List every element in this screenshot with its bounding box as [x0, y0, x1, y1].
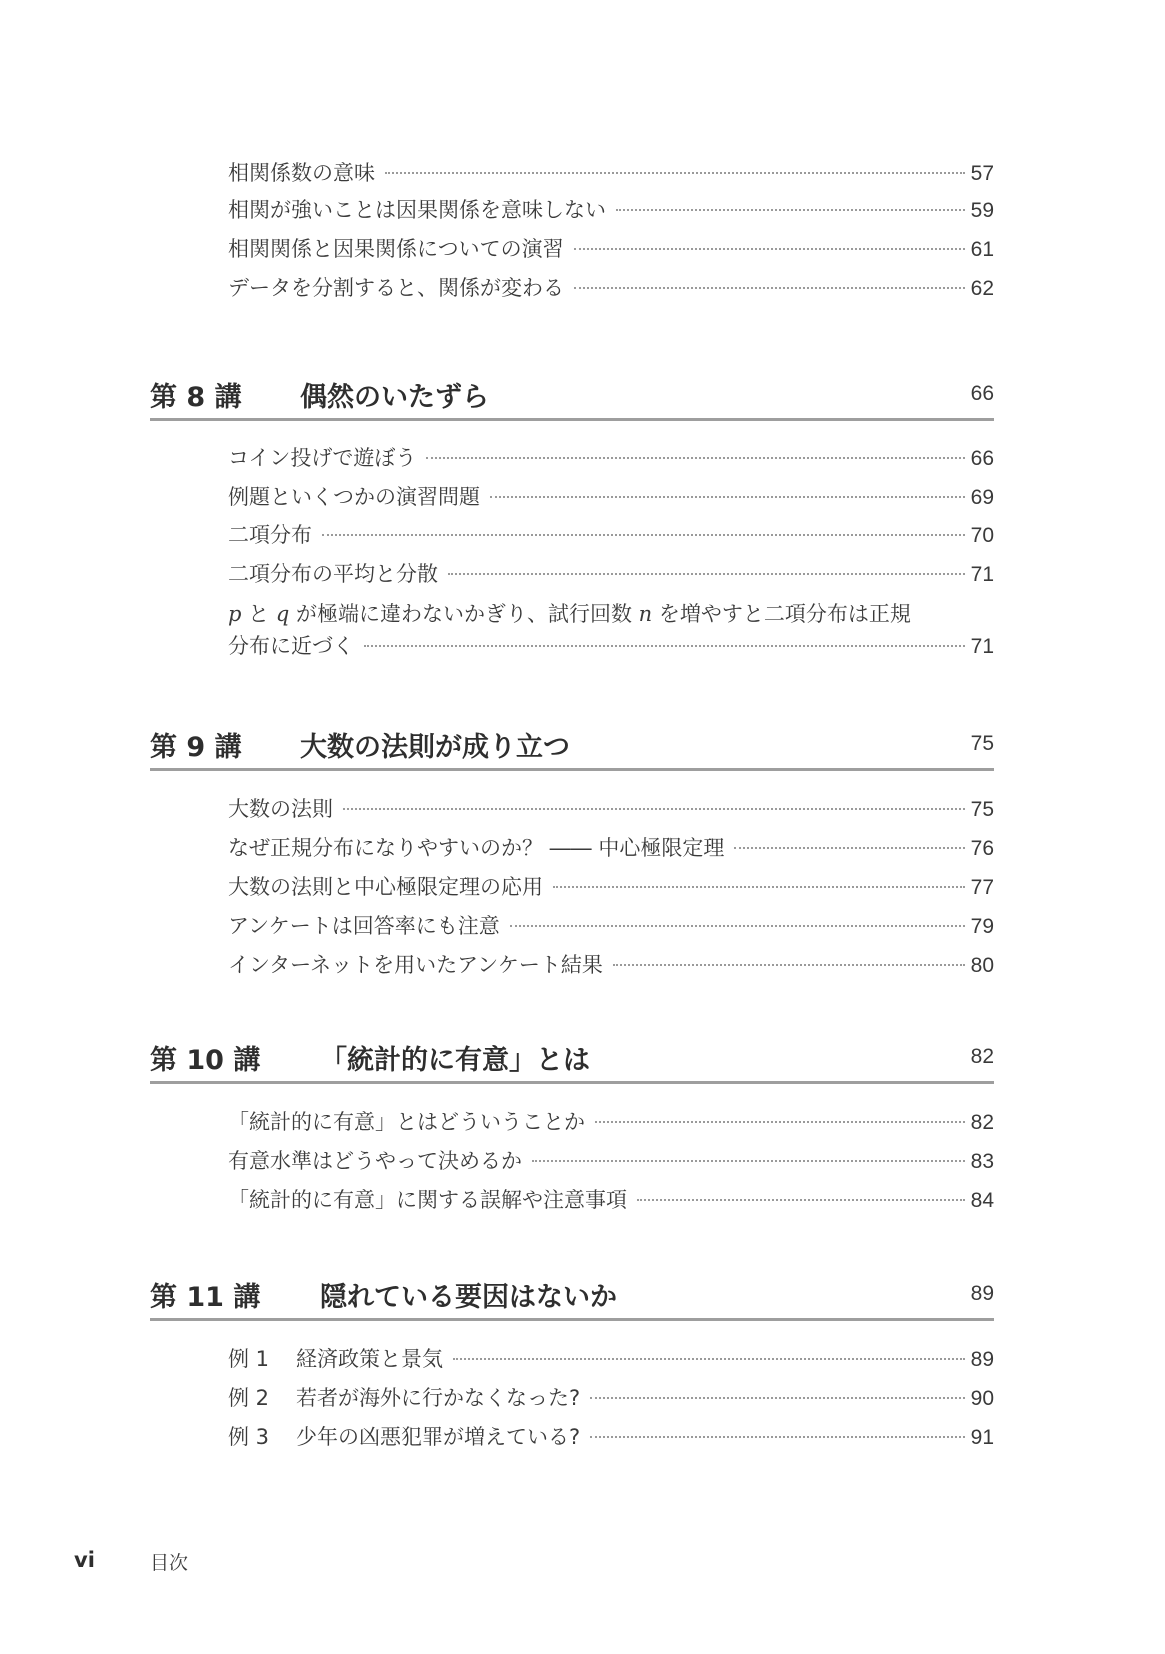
entry-title: 少年の凶悪犯罪が増えている? — [296, 1425, 581, 1449]
toc-entry[interactable] — [228, 1146, 994, 1177]
dot-leader — [453, 1358, 965, 1360]
lecture-heading[interactable] — [150, 1270, 994, 1321]
lecture-page: 82 — [970, 1045, 994, 1068]
entry-page: 91 — [970, 1426, 994, 1449]
entry-text: が極端に違わないかぎり、試行回数 — [289, 602, 639, 626]
footer-page-number: vi — [74, 1548, 95, 1572]
entry-page: 84 — [970, 1189, 994, 1212]
entry-title-line2 — [228, 630, 994, 663]
dot-leader — [490, 496, 965, 498]
entry-page: 57 — [970, 162, 994, 185]
entry-page: 66 — [970, 447, 994, 470]
dot-leader — [595, 1121, 965, 1123]
dot-leader — [590, 1436, 964, 1438]
toc-entry[interactable] — [228, 1107, 994, 1138]
entry-title: 大数の法則と中心極限定理の応用 — [228, 875, 543, 899]
toc-entry[interactable] — [228, 1383, 994, 1414]
lecture-heading[interactable] — [150, 720, 994, 771]
example-label: 例 1 — [228, 1347, 270, 1371]
dot-leader — [364, 645, 965, 647]
entry-title: 大数の法則 — [228, 797, 333, 821]
lecture-heading[interactable] — [150, 370, 994, 421]
entry-title: 「統計的に有意」に関する誤解や注意事項 — [228, 1188, 627, 1212]
entry-title: 二項分布 — [228, 523, 312, 547]
entry-page: 75 — [970, 798, 994, 821]
toc-entry[interactable] — [228, 559, 994, 590]
variable-q: q — [275, 602, 290, 626]
footer-section-label: 目次 — [150, 1552, 189, 1574]
entry-text: を増やすと二項分布は正規 — [652, 602, 911, 626]
dot-leader — [574, 287, 965, 289]
entry-page: 79 — [970, 915, 994, 938]
entry-page: 90 — [970, 1387, 994, 1410]
entry-text: 分布に近づく — [228, 634, 354, 658]
entry-title: 相関係数の意味 — [228, 161, 375, 185]
dot-leader — [616, 209, 965, 211]
entry-title: アンケートは回答率にも注意 — [228, 914, 500, 938]
variable-p: p — [228, 602, 242, 626]
toc-entry[interactable] — [228, 950, 994, 981]
variable-n: n — [638, 602, 653, 626]
toc-entry[interactable] — [228, 833, 994, 864]
entry-page: 83 — [970, 1150, 994, 1173]
toc-entry[interactable] — [228, 195, 994, 226]
entry-page: 69 — [970, 486, 994, 509]
dot-leader — [448, 573, 965, 575]
dot-leader — [734, 847, 964, 849]
entry-title: コイン投げで遊ぼう — [228, 446, 417, 470]
lecture-title: 隠れている要因はないか — [320, 1281, 617, 1313]
dot-leader — [426, 457, 964, 459]
entry-text: と — [241, 602, 276, 626]
dot-leader — [574, 248, 965, 250]
lecture-number: 第 11 講 — [150, 1281, 261, 1313]
lecture-page: 66 — [970, 382, 994, 405]
toc-entry[interactable] — [228, 1422, 994, 1453]
dot-leader — [553, 886, 965, 888]
toc-entry[interactable] — [228, 443, 994, 474]
toc-entry[interactable] — [228, 872, 994, 903]
toc-entry[interactable] — [228, 234, 994, 265]
dot-leader — [343, 808, 965, 810]
entry-page: 70 — [970, 524, 994, 547]
entry-title-line1 — [228, 598, 994, 630]
entry-page: 76 — [970, 837, 994, 860]
lecture-number: 第 8 講 — [150, 381, 242, 413]
example-label: 例 3 — [228, 1425, 270, 1449]
entry-page: 89 — [970, 1348, 994, 1371]
toc-entry[interactable] — [228, 1344, 994, 1375]
entry-page: 80 — [970, 954, 994, 977]
entry-title: 相関関係と因果関係についての演習 — [228, 237, 564, 261]
entry-title: 若者が海外に行かなくなった? — [296, 1386, 581, 1410]
dot-leader — [613, 964, 965, 966]
lecture-page: 89 — [970, 1282, 994, 1305]
lecture-title: 「統計的に有意」とは — [320, 1044, 590, 1076]
toc-entry[interactable] — [228, 158, 994, 189]
entry-title: 例題といくつかの演習問題 — [228, 485, 480, 509]
dot-leader — [510, 925, 965, 927]
entry-title: 有意水準はどうやって決めるか — [228, 1149, 522, 1173]
entry-title: インターネットを用いたアンケート結果 — [228, 953, 603, 977]
example-label: 例 2 — [228, 1386, 270, 1410]
dot-leader — [385, 172, 965, 174]
entry-page: 77 — [970, 876, 994, 899]
lecture-title: 大数の法則が成り立つ — [300, 731, 570, 763]
toc-entry[interactable] — [228, 911, 994, 942]
toc-entry[interactable] — [228, 520, 994, 551]
dot-leader — [590, 1397, 964, 1399]
dot-leader — [637, 1199, 965, 1201]
entry-title: 相関が強いことは因果関係を意味しない — [228, 198, 606, 222]
entry-title: データを分割すると、関係が変わる — [228, 276, 564, 300]
lecture-title: 偶然のいたずら — [300, 381, 489, 413]
entry-page: 59 — [970, 199, 994, 222]
lecture-page: 75 — [970, 732, 994, 755]
lecture-number: 第 10 講 — [150, 1044, 261, 1076]
entry-title: 経済政策と景気 — [296, 1347, 443, 1371]
toc-entry-multiline[interactable] — [228, 598, 994, 663]
entry-page: 71 — [970, 563, 994, 586]
entry-title: 「統計的に有意」とはどういうことか — [228, 1110, 585, 1134]
dot-leader — [322, 534, 965, 536]
lecture-number: 第 9 講 — [150, 731, 242, 763]
entry-title: 二項分布の平均と分散 — [228, 562, 438, 586]
toc-entry[interactable] — [228, 482, 994, 513]
dot-leader — [532, 1160, 965, 1162]
toc-entry[interactable] — [228, 1185, 994, 1216]
toc-entry[interactable] — [228, 273, 994, 304]
entry-page: 82 — [970, 1111, 994, 1134]
entry-page: 61 — [970, 238, 994, 261]
entry-page: 62 — [970, 277, 994, 300]
lecture-heading[interactable] — [150, 1033, 994, 1084]
toc-entry[interactable] — [228, 794, 994, 825]
entry-title: なぜ正規分布になりやすいのか？ ―― 中心極限定理 — [228, 836, 725, 860]
entry-page: 71 — [970, 635, 994, 658]
